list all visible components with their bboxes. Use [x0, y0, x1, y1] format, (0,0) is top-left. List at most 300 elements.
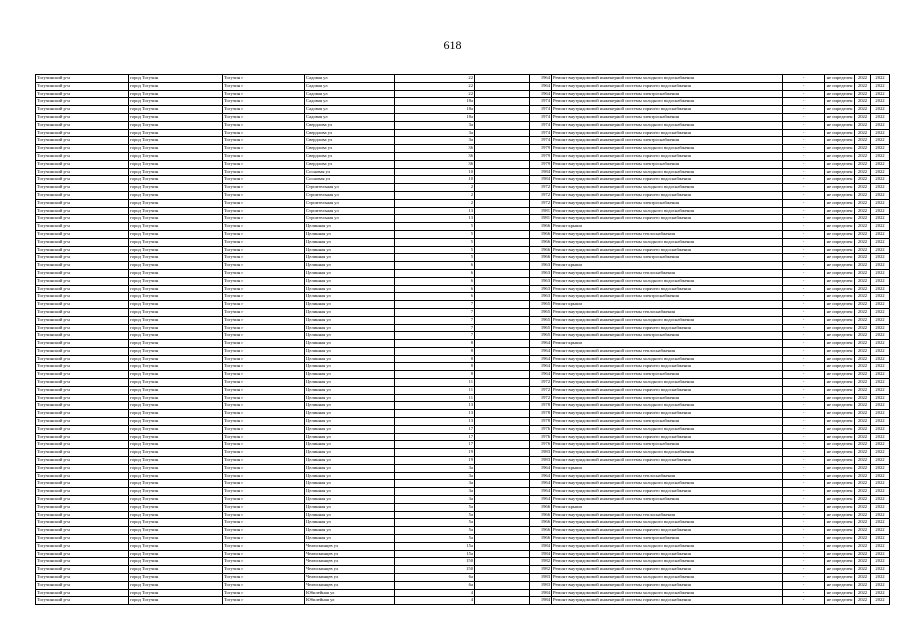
municipality-cell: город Тогучин	[129, 542, 223, 550]
cost-cell: -	[783, 363, 825, 371]
year-cell: 1963	[530, 277, 552, 285]
street-cell: Целинная ул	[305, 332, 395, 340]
start-year-cell: 2022	[855, 332, 871, 340]
table-row	[36, 106, 890, 114]
contractor-cell: не определен	[825, 308, 855, 316]
municipality-cell: город Тогучин	[129, 503, 223, 511]
contractor-cell: не определен	[825, 340, 855, 348]
contractor-cell: не определен	[825, 371, 855, 379]
municipality-cell: город Тогучин	[129, 457, 223, 465]
start-year-cell: 2022	[855, 410, 871, 418]
building-cell	[475, 589, 530, 597]
cost-cell: -	[783, 121, 825, 129]
locality-cell: Тогучин г	[223, 246, 305, 254]
locality-cell: Тогучин г	[223, 301, 305, 309]
street-cell: Целинная ул	[305, 433, 395, 441]
start-year-cell: 2022	[855, 574, 871, 582]
year-cell: 1964	[530, 496, 552, 504]
end-year-cell: 2022	[871, 308, 890, 316]
house-number-cell: 19	[395, 457, 475, 465]
building-cell	[475, 340, 530, 348]
end-year-cell: 2022	[871, 90, 890, 98]
street-cell: Целинная ул	[305, 441, 395, 449]
start-year-cell: 2022	[855, 316, 871, 324]
end-year-cell: 2022	[871, 542, 890, 550]
work-type-cell: Ремонт внутридомовой инженерной системы горячего водоснабжения	[552, 324, 783, 332]
cost-cell: -	[783, 527, 825, 535]
street-cell: Целинная ул	[305, 285, 395, 293]
cost-cell: -	[783, 82, 825, 90]
house-number-cell: 11	[395, 394, 475, 402]
house-number-cell: 6	[395, 285, 475, 293]
year-cell: 1984	[530, 168, 552, 176]
street-cell: Целинная ул	[305, 527, 395, 535]
house-number-cell: 4	[395, 589, 475, 597]
start-year-cell: 2022	[855, 379, 871, 387]
municipality-cell: город Тогучин	[129, 113, 223, 121]
street-cell: Целинная ул	[305, 480, 395, 488]
start-year-cell: 2022	[855, 191, 871, 199]
year-cell: 1965	[530, 308, 552, 316]
street-cell: Целинная ул	[305, 394, 395, 402]
end-year-cell: 2022	[871, 480, 890, 488]
municipality-cell: город Тогучин	[129, 464, 223, 472]
start-year-cell: 2022	[855, 347, 871, 355]
district-cell: Тогучинский р-н	[36, 121, 129, 129]
locality-cell: Тогучин г	[223, 238, 305, 246]
cost-cell: -	[783, 191, 825, 199]
house-number-cell: 17	[395, 441, 475, 449]
district-cell: Тогучинский р-н	[36, 285, 129, 293]
municipality-cell: город Тогучин	[129, 230, 223, 238]
work-type-cell: Ремонт внутридомовой инженерной системы холодного водоснабжения	[552, 558, 783, 566]
end-year-cell: 2022	[871, 550, 890, 558]
district-cell: Тогучинский р-н	[36, 566, 129, 574]
house-number-cell: 22	[395, 75, 475, 83]
contractor-cell: не определен	[825, 535, 855, 543]
district-cell: Тогучинский р-н	[36, 168, 129, 176]
cost-cell: -	[783, 246, 825, 254]
locality-cell: Тогучин г	[223, 293, 305, 301]
locality-cell: Тогучин г	[223, 558, 305, 566]
year-cell: 1965	[530, 324, 552, 332]
district-cell: Тогучинский р-н	[36, 418, 129, 426]
building-cell	[475, 137, 530, 145]
cost-cell: -	[783, 293, 825, 301]
end-year-cell: 2022	[871, 129, 890, 137]
contractor-cell: не определен	[825, 269, 855, 277]
street-cell: Целинная ул	[305, 355, 395, 363]
work-type-cell: Ремонт внутридомовой инженерной системы горячего водоснабжения	[552, 566, 783, 574]
district-cell: Тогучинский р-н	[36, 152, 129, 160]
street-cell: Целинная ул	[305, 324, 395, 332]
year-cell: 1964	[530, 371, 552, 379]
house-number-cell: 150	[395, 566, 475, 574]
table-row	[36, 488, 890, 496]
end-year-cell: 2022	[871, 332, 890, 340]
contractor-cell: не определен	[825, 394, 855, 402]
street-cell: Строительная ул	[305, 199, 395, 207]
municipality-cell: город Тогучин	[129, 285, 223, 293]
start-year-cell: 2022	[855, 589, 871, 597]
table-row	[36, 277, 890, 285]
table-row	[36, 230, 890, 238]
locality-cell: Тогучин г	[223, 199, 305, 207]
district-cell: Тогучинский р-н	[36, 496, 129, 504]
street-cell: Садовая ул	[305, 90, 395, 98]
locality-cell: Тогучин г	[223, 316, 305, 324]
start-year-cell: 2022	[855, 207, 871, 215]
end-year-cell: 2022	[871, 386, 890, 394]
district-cell: Тогучинский р-н	[36, 347, 129, 355]
building-cell	[475, 472, 530, 480]
contractor-cell: не определен	[825, 238, 855, 246]
table-row	[36, 558, 890, 566]
work-type-cell: Ремонт внутридомовой инженерной системы холодного водоснабжения	[552, 184, 783, 192]
municipality-cell: город Тогучин	[129, 581, 223, 589]
house-number-cell: 3а	[395, 121, 475, 129]
house-number-cell: 18а	[395, 98, 475, 106]
locality-cell: Тогучин г	[223, 488, 305, 496]
locality-cell: Тогучин г	[223, 75, 305, 83]
street-cell: Целинная ул	[305, 496, 395, 504]
locality-cell: Тогучин г	[223, 113, 305, 121]
table-row	[36, 238, 890, 246]
house-number-cell: 6	[395, 269, 475, 277]
contractor-cell: не определен	[825, 145, 855, 153]
contractor-cell: не определен	[825, 480, 855, 488]
cost-cell: -	[783, 464, 825, 472]
district-cell: Тогучинский р-н	[36, 277, 129, 285]
locality-cell: Тогучин г	[223, 535, 305, 543]
cost-cell: -	[783, 168, 825, 176]
cost-cell: -	[783, 137, 825, 145]
locality-cell: Тогучин г	[223, 355, 305, 363]
table-row	[36, 379, 890, 387]
street-cell: Целинная ул	[305, 301, 395, 309]
street-cell: Садовая ул	[305, 106, 395, 114]
municipality-cell: город Тогучин	[129, 480, 223, 488]
locality-cell: Тогучин г	[223, 347, 305, 355]
end-year-cell: 2022	[871, 402, 890, 410]
house-number-cell: 7	[395, 301, 475, 309]
municipality-cell: город Тогучин	[129, 82, 223, 90]
end-year-cell: 2022	[871, 574, 890, 582]
district-cell: Тогучинский р-н	[36, 597, 129, 605]
municipality-cell: город Тогучин	[129, 316, 223, 324]
work-type-cell: Ремонт внутридомовой инженерной системы холодного водоснабжения	[552, 355, 783, 363]
work-type-cell: Ремонт внутридомовой инженерной системы холодного водоснабжения	[552, 574, 783, 582]
street-cell: Целинная ул	[305, 449, 395, 457]
contractor-cell: не определен	[825, 581, 855, 589]
contractor-cell: не определен	[825, 542, 855, 550]
start-year-cell: 2022	[855, 308, 871, 316]
end-year-cell: 2022	[871, 472, 890, 480]
building-cell	[475, 449, 530, 457]
building-cell	[475, 379, 530, 387]
end-year-cell: 2022	[871, 589, 890, 597]
street-cell: Свердлова ул	[305, 145, 395, 153]
work-type-cell: Ремонт внутридомовой инженерной системы холодного водоснабжения	[552, 425, 783, 433]
street-cell: Целинная ул	[305, 386, 395, 394]
end-year-cell: 2022	[871, 254, 890, 262]
municipality-cell: город Тогучин	[129, 566, 223, 574]
year-cell: 1972	[530, 184, 552, 192]
table-row	[36, 581, 890, 589]
cost-cell: -	[783, 371, 825, 379]
district-cell: Тогучинский р-н	[36, 464, 129, 472]
table-row	[36, 308, 890, 316]
table-row	[36, 386, 890, 394]
contractor-cell: не определен	[825, 355, 855, 363]
district-cell: Тогучинский р-н	[36, 191, 129, 199]
cost-cell: -	[783, 160, 825, 168]
building-cell	[475, 355, 530, 363]
cost-cell: -	[783, 379, 825, 387]
work-type-cell: Ремонт внутридомовой инженерной системы горячего водоснабжения	[552, 191, 783, 199]
work-type-cell: Ремонт внутридомовой инженерной системы холодного водоснабжения	[552, 542, 783, 550]
contractor-cell: не определен	[825, 433, 855, 441]
house-number-cell: 8	[395, 340, 475, 348]
page-number: 618	[443, 38, 462, 52]
work-type-cell: Ремонт внутридомовой инженерной системы горячего водоснабжения	[552, 285, 783, 293]
table-row	[36, 316, 890, 324]
contractor-cell: не определен	[825, 511, 855, 519]
work-type-cell: Ремонт внутридомовой инженерной системы электроснабжения	[552, 293, 783, 301]
district-cell: Тогучинский р-н	[36, 457, 129, 465]
contractor-cell: не определен	[825, 207, 855, 215]
contractor-cell: не определен	[825, 449, 855, 457]
year-cell: 1978	[530, 418, 552, 426]
year-cell: 1964	[530, 472, 552, 480]
street-cell: Строительная ул	[305, 215, 395, 223]
cost-cell: -	[783, 230, 825, 238]
cost-cell: -	[783, 386, 825, 394]
end-year-cell: 2022	[871, 558, 890, 566]
contractor-cell: не определен	[825, 550, 855, 558]
municipality-cell: город Тогучин	[129, 340, 223, 348]
locality-cell: Тогучин г	[223, 223, 305, 231]
house-number-cell: 3а	[395, 137, 475, 145]
district-cell: Тогучинский р-н	[36, 371, 129, 379]
district-cell: Тогучинский р-н	[36, 379, 129, 387]
year-cell: 1966	[530, 535, 552, 543]
street-cell: Целинная ул	[305, 254, 395, 262]
cost-cell: -	[783, 558, 825, 566]
year-cell: 1966	[530, 238, 552, 246]
contractor-cell: не определен	[825, 191, 855, 199]
locality-cell: Тогучин г	[223, 464, 305, 472]
cost-cell: -	[783, 262, 825, 270]
street-cell: Целинная ул	[305, 418, 395, 426]
work-type-cell: Ремонт внутридомовой инженерной системы горячего водоснабжения	[552, 597, 783, 605]
end-year-cell: 2022	[871, 535, 890, 543]
building-cell	[475, 223, 530, 231]
district-cell: Тогучинский р-н	[36, 90, 129, 98]
table-row	[36, 301, 890, 309]
building-cell	[475, 152, 530, 160]
cost-cell: -	[783, 254, 825, 262]
cost-cell: -	[783, 184, 825, 192]
cost-cell: -	[783, 496, 825, 504]
start-year-cell: 2022	[855, 371, 871, 379]
locality-cell: Тогучин г	[223, 285, 305, 293]
locality-cell: Тогучин г	[223, 363, 305, 371]
street-cell: Садовая ул	[305, 82, 395, 90]
year-cell: 1978	[530, 402, 552, 410]
district-cell: Тогучинский р-н	[36, 238, 129, 246]
municipality-cell: город Тогучин	[129, 488, 223, 496]
cost-cell: -	[783, 98, 825, 106]
building-cell	[475, 566, 530, 574]
work-type-cell: Ремонт внутридомовой инженерной системы холодного водоснабжения	[552, 480, 783, 488]
locality-cell: Тогучин г	[223, 511, 305, 519]
work-type-cell: Ремонт внутридомовой инженерной системы теплоснабжения	[552, 269, 783, 277]
building-cell	[475, 254, 530, 262]
cost-cell: -	[783, 597, 825, 605]
building-cell	[475, 464, 530, 472]
building-cell	[475, 597, 530, 605]
table-row	[36, 589, 890, 597]
end-year-cell: 2022	[871, 425, 890, 433]
year-cell: 1972	[530, 394, 552, 402]
contractor-cell: не определен	[825, 418, 855, 426]
contractor-cell: не определен	[825, 121, 855, 129]
start-year-cell: 2022	[855, 464, 871, 472]
district-cell: Тогучинский р-н	[36, 230, 129, 238]
locality-cell: Тогучин г	[223, 129, 305, 137]
locality-cell: Тогучин г	[223, 145, 305, 153]
year-cell: 1983	[530, 581, 552, 589]
street-cell: Целинная ул	[305, 379, 395, 387]
contractor-cell: не определен	[825, 425, 855, 433]
work-type-cell: Ремонт внутридомовой инженерной системы холодного водоснабжения	[552, 168, 783, 176]
year-cell: 1964	[530, 75, 552, 83]
municipality-cell: город Тогучин	[129, 152, 223, 160]
building-cell	[475, 535, 530, 543]
end-year-cell: 2022	[871, 488, 890, 496]
end-year-cell: 2022	[871, 581, 890, 589]
work-type-cell: Ремонт внутридомовой инженерной системы горячего водоснабжения	[552, 129, 783, 137]
cost-cell: -	[783, 145, 825, 153]
start-year-cell: 2022	[855, 199, 871, 207]
work-type-cell: Ремонт внутридомовой инженерной системы холодного водоснабжения	[552, 519, 783, 527]
building-cell	[475, 574, 530, 582]
work-type-cell: Ремонт внутридомовой инженерной системы горячего водоснабжения	[552, 488, 783, 496]
cost-cell: -	[783, 269, 825, 277]
house-number-cell: 8	[395, 347, 475, 355]
cost-cell: -	[783, 542, 825, 550]
contractor-cell: не определен	[825, 301, 855, 309]
contractor-cell: не определен	[825, 324, 855, 332]
house-number-cell: 7	[395, 324, 475, 332]
year-cell: 1964	[530, 347, 552, 355]
cost-cell: -	[783, 129, 825, 137]
start-year-cell: 2022	[855, 519, 871, 527]
street-cell: Целинная ул	[305, 347, 395, 355]
district-cell: Тогучинский р-н	[36, 75, 129, 83]
work-type-cell: Ремонт внутридомовой инженерной системы холодного водоснабжения	[552, 316, 783, 324]
start-year-cell: 2022	[855, 113, 871, 121]
year-cell: 1981	[530, 215, 552, 223]
municipality-cell: город Тогучин	[129, 449, 223, 457]
work-type-cell: Ремонт крыши	[552, 464, 783, 472]
year-cell: 1964	[530, 488, 552, 496]
building-cell	[475, 441, 530, 449]
cost-cell: -	[783, 332, 825, 340]
year-cell: 1974	[530, 137, 552, 145]
municipality-cell: город Тогучин	[129, 90, 223, 98]
municipality-cell: город Тогучин	[129, 129, 223, 137]
municipality-cell: город Тогучин	[129, 215, 223, 223]
start-year-cell: 2022	[855, 340, 871, 348]
locality-cell: Тогучин г	[223, 379, 305, 387]
street-cell: Сосновая ул	[305, 176, 395, 184]
district-cell: Тогучинский р-н	[36, 535, 129, 543]
municipality-cell: город Тогучин	[129, 418, 223, 426]
end-year-cell: 2022	[871, 566, 890, 574]
district-cell: Тогучинский р-н	[36, 527, 129, 535]
district-cell: Тогучинский р-н	[36, 316, 129, 324]
work-type-cell: Ремонт внутридомовой инженерной системы холодного водоснабжения	[552, 75, 783, 83]
start-year-cell: 2022	[855, 511, 871, 519]
district-cell: Тогучинский р-н	[36, 503, 129, 511]
district-cell: Тогучинский р-н	[36, 199, 129, 207]
table-row	[36, 418, 890, 426]
street-cell: Целинная ул	[305, 371, 395, 379]
start-year-cell: 2022	[855, 441, 871, 449]
house-number-cell: 3а	[395, 472, 475, 480]
end-year-cell: 2022	[871, 433, 890, 441]
cost-cell: -	[783, 238, 825, 246]
end-year-cell: 2022	[871, 457, 890, 465]
end-year-cell: 2022	[871, 347, 890, 355]
cost-cell: -	[783, 519, 825, 527]
locality-cell: Тогучин г	[223, 215, 305, 223]
work-type-cell: Ремонт крыши	[552, 340, 783, 348]
contractor-cell: не определен	[825, 347, 855, 355]
table-row	[36, 472, 890, 480]
end-year-cell: 2022	[871, 269, 890, 277]
table-row	[36, 199, 890, 207]
cost-cell: -	[783, 215, 825, 223]
work-type-cell: Ремонт крыши	[552, 503, 783, 511]
district-cell: Тогучинский р-н	[36, 574, 129, 582]
locality-cell: Тогучин г	[223, 98, 305, 106]
table-row	[36, 324, 890, 332]
municipality-cell: город Тогучин	[129, 262, 223, 270]
cost-cell: -	[783, 402, 825, 410]
building-cell	[475, 503, 530, 511]
locality-cell: Тогучин г	[223, 82, 305, 90]
work-type-cell: Ремонт внутридомовой инженерной системы холодного водоснабжения	[552, 449, 783, 457]
work-type-cell: Ремонт внутридомовой инженерной системы электроснабжения	[552, 441, 783, 449]
year-cell: 1984	[530, 550, 552, 558]
year-cell: 1964	[530, 90, 552, 98]
end-year-cell: 2022	[871, 98, 890, 106]
cost-cell: -	[783, 285, 825, 293]
municipality-cell: город Тогучин	[129, 402, 223, 410]
table-row	[36, 332, 890, 340]
table-row	[36, 535, 890, 543]
cost-cell: -	[783, 550, 825, 558]
building-cell	[475, 262, 530, 270]
street-cell: Садовая ул	[305, 98, 395, 106]
table-row	[36, 597, 890, 605]
year-cell: 1983	[530, 574, 552, 582]
contractor-cell: не определен	[825, 496, 855, 504]
end-year-cell: 2022	[871, 496, 890, 504]
